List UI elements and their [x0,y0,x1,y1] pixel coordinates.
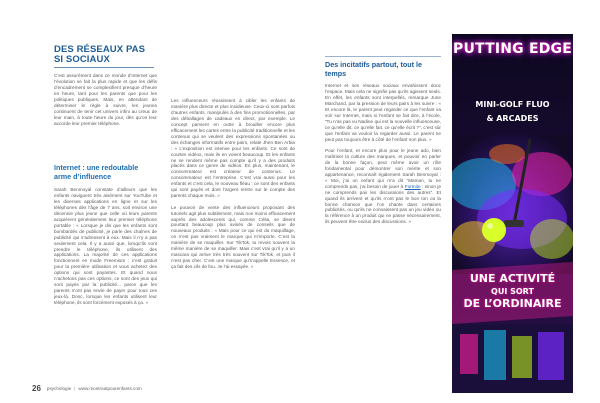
paragraph: Internet et ses réseaux sociaux envahissent donc l’espace. Mais cela ne signifie pas qu’ils agissent seuls. En effet, les enfants sont interpellés, remarque June Marchand, par la pression de leurs pairs à les suivre : « Et encore là, le parent peut regarder ce que l’enfant va voir sur Internet, mais si l’enfant se fait dire, à l’école, “Tu n’as pas vu Nadine qui est la nouvelle influenceuse, ce qu’elle dit, ce qu’elle fait, ce qu’elle écrit ?”, c’est sûr que l’enfant va vouloir la regarder aussi. Le parent ne peut pas toujours être à côté de l’enfant non plus. » [325,83,441,142]
paragraph [325,148,441,225]
paragraph: C’est assurément dans ce monde d’Internet que l’évolution se fait la plus rapide et que les défis d’encadrement se complexifient presque d’heure en heure, tant pour les parents que pour les politiques publiques. Mais, en attendant de déterminer le règle à suivre, les jeunes continuent de tenir cet univers infini au creux de leur main, à toute heure du jour, dès qu’on leur accorde leur premier téléphone. [54,73,157,126]
divider [54,67,154,68]
ad-tagline-line3: DE L’ORDINAIRE [463,297,562,310]
section-body-incitatifs [325,83,441,231]
section-body-reseaux [54,73,157,132]
ad-brand: PUTTING EDGE [453,41,572,57]
paragraph: Les influenceurs réussissent à cibler les enfants de manière plus directe et plus insidieuse. Ceux-ci sont parfois d’autres enfants, manipulés à des fins promotionnelles, par des déballages de cadeaux en direct, par exemple. Le concept parvient en outre à brouiller encore plus efficacement les cartes entre la publicité traditionnelle et les contenus qui se veulent des expressions spontanées ou des échanges informatifs entre pairs, relate Jhen Ben Arbia : « L’exposition est intense pour les enfants. Ce sont de courtes vidéos, mais ils en voient beaucoup. Et les enfants ne se rendent même pas compte qu’il y a des produits placés dans ce genre de vidéos. En plus, maintenant, le consommateur est créateur de contenus. Le consommateur est l’entreprise. C’est vrai aussi pour les enfants et c’est cela, le nouveau fléau : ce sont des enfants qui sont payés et dont l’argent rentre sur le compte des parents chaque mois. » [171,98,295,199]
section-title-reseaux: DES RÉSEAUX PAS SI SOCIAUX [54,44,146,65]
ad-tagline-line2: QUI SORT [491,287,534,296]
divider [325,56,441,57]
ad-background [452,34,573,393]
footer-separator: | [74,385,76,391]
section-title-influence: Internet : une redoutable arme d’influence [54,163,139,181]
column-two [171,98,295,275]
page-footer [32,383,142,393]
section-body-influence [54,187,157,311]
putting-edge-ad[interactable] [452,34,573,393]
footer-section: psychologie [46,385,72,391]
fortnite-link[interactable]: Fortnite [404,183,421,189]
page-number: 26 [32,383,41,393]
paragraph: Le pouvoir de vente des influenceurs proposant des tutoriels agit plus subtilement, mais non moins efficacement auprès des adolescents qui, comme Célia, se disent pourtant beaucoup plus avisés de conseils que de nouveaux produits : « Mais pour ce qui est du maquillage, on n’est pas vraiment le marque qui m’importe. C’est la manière de se maquiller. Sur TikTok, tu revois souvent la même manière de se maquiller. Mais c’est vrai qu’il y a un mascara qui arrive très très souvent sur TikTok, et puis il n’est pas cher. C’est une marque qu’s’appelle Essence, et ça fait des cils de fou. Je l’ai essayée. » [171,204,295,270]
paragraph: Sarah Benmoyal constate d’ailleurs que les enfants naviguent très aisément sur YouTube et les diverses applications en ligne et sur les téléphones dès l’âge de 7 ans, soit environ une décennie plus jeune que celle où leurs parents acquièrent généralement leur premier téléphone portable : « Lorsque je dis que les enfants sont bombardés de publicité, je parle des chaînes de publicité qui s’adressent à eux. Mais il n’y a pas seulement cela. Il y a aussi que, lorsqu’ils vont prendre le téléphone, ils utilisent des applications. La majorité de ces applications fonctionnent en mode Freemium : c’est gratuit pour la première utilisation et vous achetez des options qui sont payantes. Et quand nous n’achetons pas ces options, ce sont des jeux qui sont payés par la publicité... parce que les parents n’ont pas envie de payer pour tous ces jeux-là. Donc, lorsque les enfants utilisent leur téléphone, ils sont forcément exposés à ça. » [54,187,157,306]
footer-url[interactable]: www.montreatpourenfants.com [78,385,142,391]
ad-subtitle-line1: MINI-GOLF FLUO [475,100,550,109]
ad-tagline-line1: UNE ACTIVITÉ [469,272,556,285]
paragraph-text: Pour l’enfant, et encore plus pour le jeune ado, bien maîtriser la culture des marques, et pouvoir en parler de la bonne façon, peut même avoir un rôle fondamental pour démontrer son mérite et son appartenance, reconnaît également Sarah Benmoyal : « Moi, j’ai un enfant qui m’a dit “Maman, tu ne comprends pas, j’ai besoin de jouer à [325,147,441,189]
section-title-incitatifs: Des incitatifs partout, tout le temps [325,60,423,78]
ad-subtitle-line2: & ARCADES [486,114,539,123]
paragraph-text: : sinon je ne comprends pas les discussions des autres”. Et quand ils arrivent et qu’ils n’ont pas le bon ton ou la bonne chanson que l’on chante dans certaines publicités, ou qu’ils ne connaissent pas un jeu vidéo ou la référence à un produit qui ne passe nécessairement, ils peuvent être exclus des discussions. » [325,183,441,225]
